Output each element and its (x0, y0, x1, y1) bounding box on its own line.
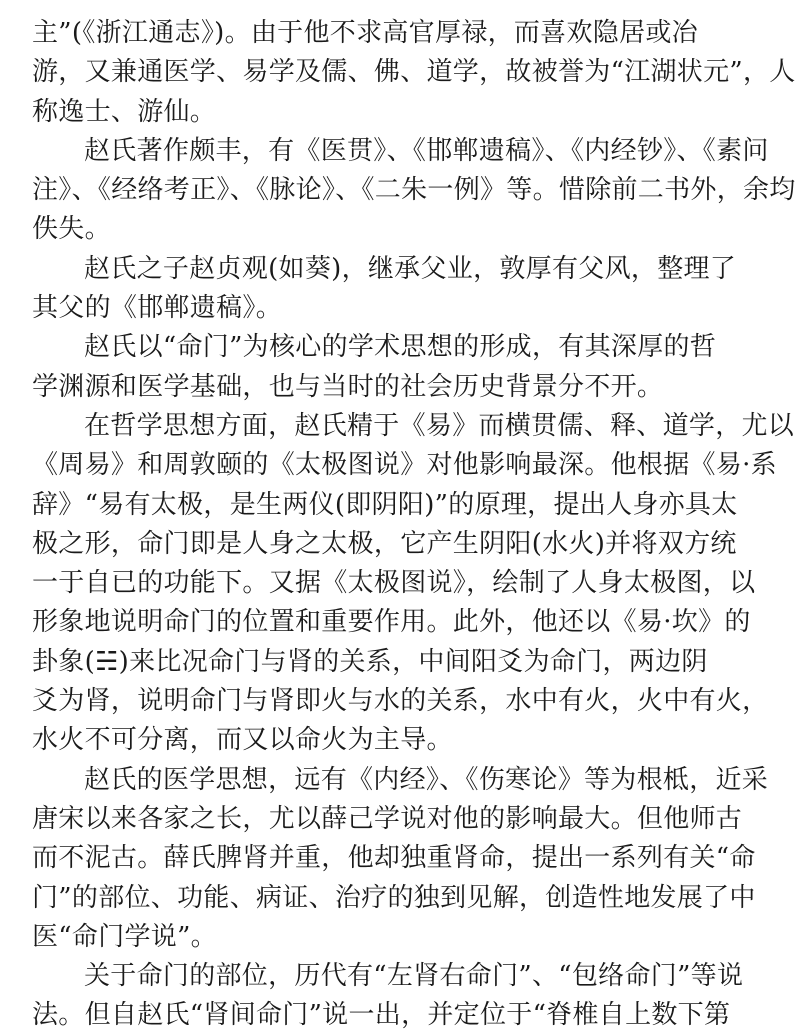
text-line: 其父的《邯郸遗稿》。 (32, 293, 283, 324)
text-line: 辞》“易有太极，是生两仪(即阴阳)”的原理，提出人身亦具太 (32, 489, 738, 520)
text-line: 《周易》和周敦颐的《太极图说》对他影响最深。他根据《易·系 (32, 450, 777, 481)
paragraph (32, 761, 769, 957)
paragraph (32, 14, 796, 132)
text-line: 一于自已的功能下。又据《太极图说》，绘制了人身太极图，以 (32, 568, 756, 599)
text-line: 赵氏之子赵贞观(如葵)，继承父业，敦厚有父风，整理了 (84, 253, 737, 284)
text-line: 注》、《经络考正》、《脉论》、《二朱一例》等。惜除前二书外，余均 (32, 175, 796, 206)
text-line: 关于命门的部位，历代有“左肾右命门”、“包络命门”等说 (84, 961, 744, 992)
paragraph (32, 328, 717, 407)
paragraph (32, 407, 795, 761)
text-line: 卦象(☵)来比况命门与肾的关系，中间阳爻为命门，两边阴 (32, 646, 708, 677)
text-line: 学渊源和医学基础，也与当时的社会历史背景分不开。 (32, 371, 664, 402)
text-line: 游，又兼通医学、易学及儒、佛、道学，故被誉为“江湖状元”，人 (32, 57, 796, 88)
text-line: 主”(《浙江通志》)。由于他不求高官厚禄，而喜欢隐居或冶 (32, 18, 698, 48)
text-line: 水火不可分离，而又以命火为主导。 (32, 725, 453, 756)
text-line: 法。但自赵氏“肾间命门”说一出，并定位于“脊椎自上数下第 (32, 1000, 731, 1031)
text-line: 赵氏以“命门”为核心的学术思想的形成，有其深厚的哲 (84, 332, 717, 363)
paragraph (32, 957, 744, 1036)
text-line: 而不泥古。薛氏脾肾并重，他却独重肾命，提出一系列有关“命 (32, 843, 756, 874)
text-line: 赵氏的医学思想，远有《内经》、《伤寒论》等为根柢，近采 (84, 764, 769, 795)
paragraph (32, 250, 737, 329)
text-line: 称逸士、游仙。 (32, 96, 217, 127)
text-line: 医“命门学说”。 (32, 921, 217, 952)
text-line: 唐宋以来各家之长，尤以薛己学说对他的影响最大。但他师古 (32, 803, 743, 834)
body-text (32, 14, 796, 1036)
text-line: 极之形，命门即是人身之太极，它产生阴阳(水火)并将双方统 (32, 528, 737, 559)
text-line: 形象地说明命门的位置和重要作用。此外，他还以《易·坎》的 (32, 607, 751, 638)
paragraph (32, 132, 796, 250)
text-line: 佚失。 (32, 214, 111, 245)
text-line: 爻为肾，说明命门与肾即火与水的关系，水中有火，火中有火， (32, 686, 769, 717)
text-line: 在哲学思想方面，赵氏精于《易》而横贯儒、释、道学，尤以 (84, 410, 795, 441)
text-line: 门”的部位、功能、病证、治疗的独到见解，创造性地发展了中 (32, 882, 756, 913)
text-line: 赵氏著作颇丰，有《医贯》、《邯郸遗稿》、《内经钞》、《素问 (84, 135, 769, 166)
